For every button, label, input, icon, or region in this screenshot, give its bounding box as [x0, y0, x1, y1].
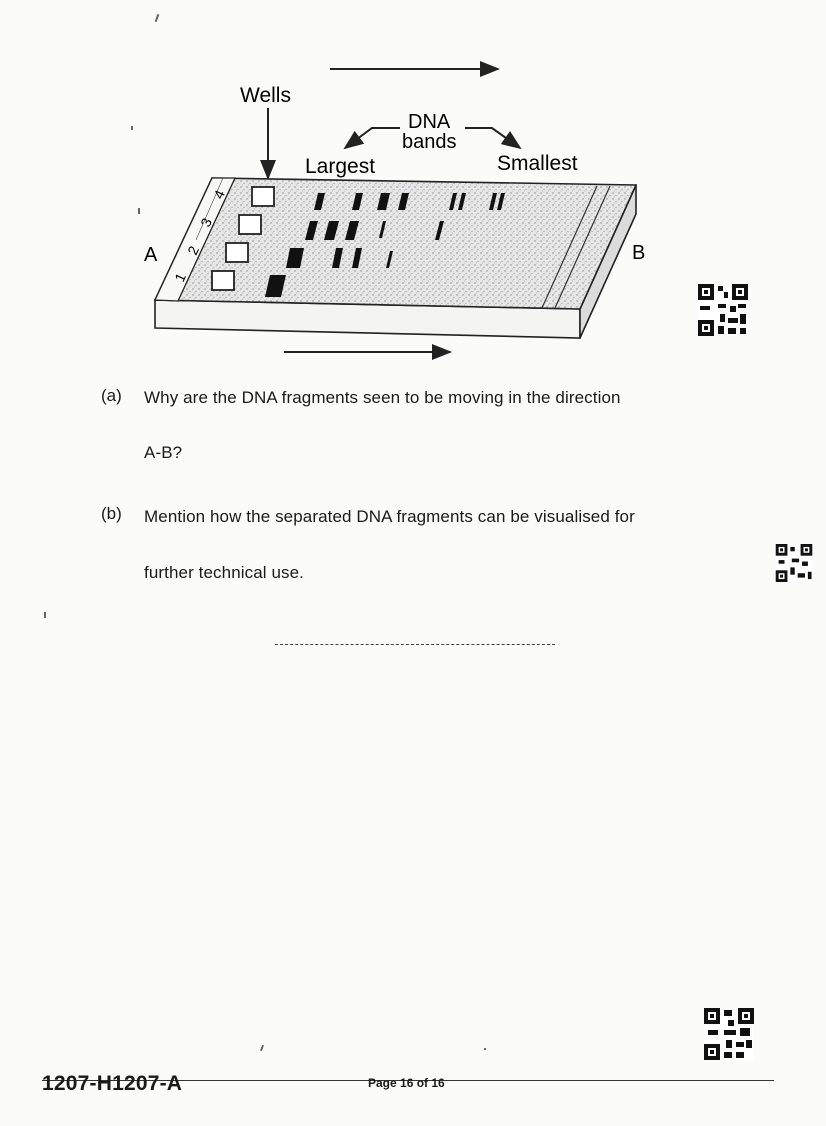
question-b-line2: further technical use. [144, 563, 305, 582]
wells-label: Wells [240, 84, 291, 107]
largest-label: Largest [305, 155, 376, 178]
scan-speck [131, 126, 133, 130]
end-of-question-separator [275, 644, 555, 645]
lane-number-3: 3 [197, 215, 216, 230]
gel-electrophoresis-diagram [0, 0, 826, 370]
question-b-label: (b) [101, 504, 122, 523]
qr-code-icon [774, 544, 814, 582]
well-3 [239, 215, 261, 234]
qr-code-icon [704, 1008, 754, 1060]
paper-code: 1207-H1207-A [42, 1072, 183, 1095]
lane-number-2: 2 [184, 243, 203, 258]
question-a-label: (a) [101, 386, 122, 405]
dna-right-arrow [465, 128, 520, 148]
question-a-line1: Why are the DNA fragments seen to be moving in the direction [144, 388, 621, 407]
dna-label-line1: DNA [408, 111, 451, 133]
well-1 [212, 271, 234, 290]
lane-number-1: 1 [171, 270, 190, 285]
qr-code-icon [698, 284, 748, 336]
smallest-label: Smallest [497, 152, 578, 175]
scan-speck [484, 1048, 486, 1050]
end-b-label: B [632, 242, 646, 264]
scan-speck [260, 1045, 264, 1051]
lane-number-4: 4 [210, 187, 229, 202]
dna-label-line2: bands [402, 131, 457, 153]
page-number: Page 16 of 16 [368, 1076, 445, 1090]
scan-speck [44, 612, 46, 618]
dna-left-arrow [345, 128, 400, 148]
question-b-line1: Mention how the separated DNA fragments can be visualised for [144, 507, 635, 526]
scan-speck [138, 208, 140, 214]
well-4 [252, 187, 274, 206]
well-2 [226, 243, 248, 262]
question-a-line2: A-B? [144, 443, 183, 462]
end-a-label: A [144, 244, 158, 266]
